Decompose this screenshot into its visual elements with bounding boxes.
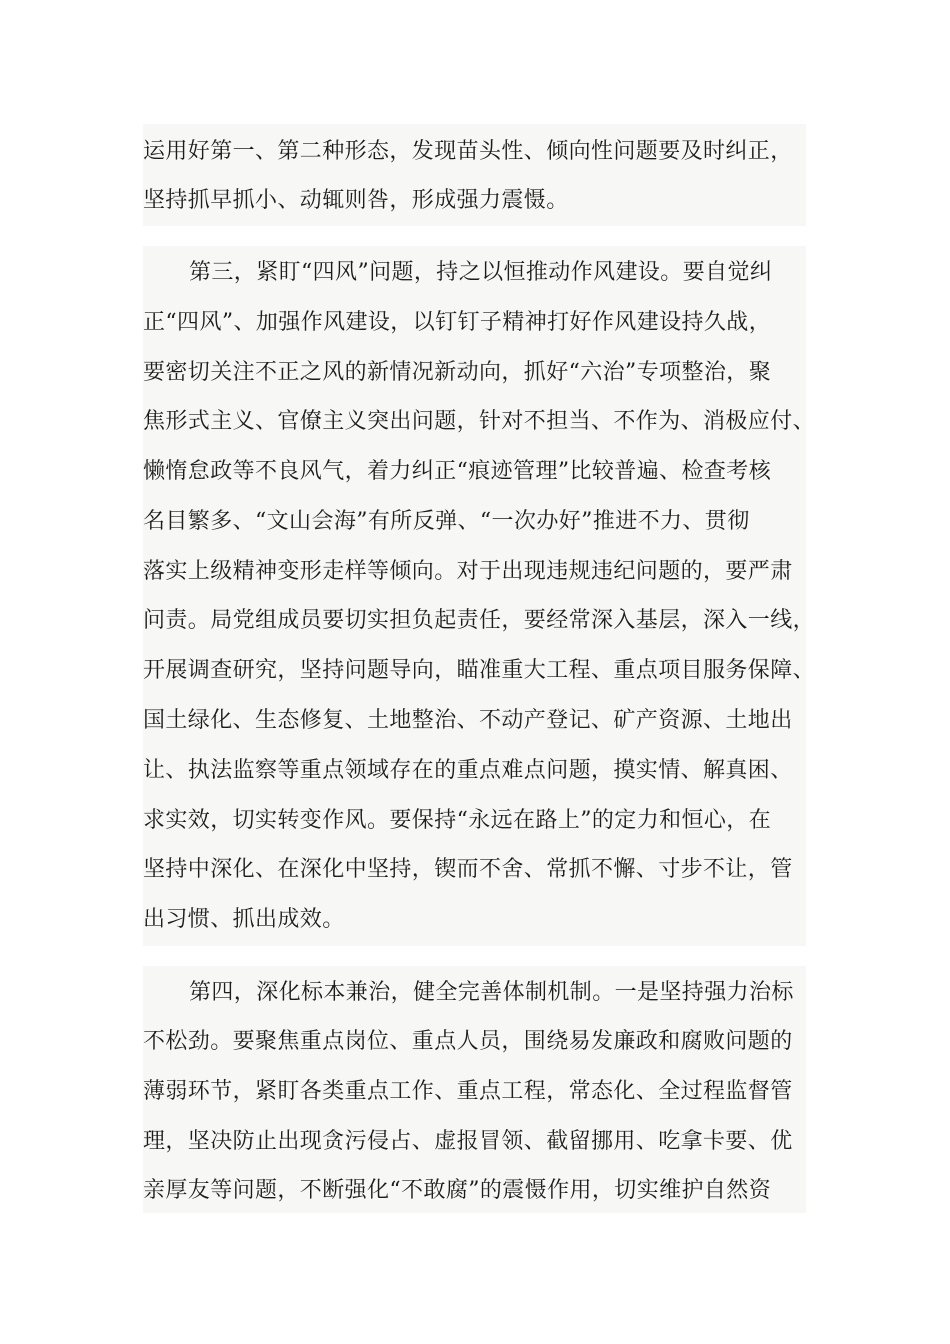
text-line: 出习惯、抓出成效。 — [143, 907, 345, 932]
text-line: 让、执法监察等重点领域存在的重点难点问题，摸实情、解真困、 — [143, 758, 793, 783]
text-line: 坚持中深化、在深化中坚持，锲而不舍、常抓不懈、寸步不让，管 — [143, 857, 793, 882]
text-line: 懒惰怠政等不良风气，着力纠正“痕迹管理”比较普遍、检查考核 — [143, 459, 772, 484]
text-line: 正“四风”、加强作风建设，以钉钉子精神打好作风建设持久战， — [143, 310, 772, 335]
text-line: 亲厚友等问题，不断强化“不敢腐”的震慑作用，切实维护自然资 — [143, 1178, 772, 1203]
text-line: 不松劲。要聚焦重点岗位、重点人员，围绕易发廉政和腐败问题的 — [143, 1029, 793, 1054]
text-line: 运用好第一、第二种形态，发现苗头性、倾向性问题要及时纠正， — [143, 139, 793, 164]
text-line: 理，坚决防止出现贪污侵占、虚报冒领、截留挪用、吃拿卡要、优 — [143, 1129, 793, 1154]
text-line: 开展调查研究，坚持问题导向，瞄准重大工程、重点项目服务保障、 — [143, 658, 816, 683]
text-line: 坚持抓早抓小、动辄则咎，形成强力震慑。 — [143, 188, 569, 213]
text-line: 名目繁多、“文山会海”有所反弹、“一次办好”推进不力、贯彻 — [143, 509, 750, 534]
text-line: 国土绿化、生态修复、土地整治、不动产登记、矿产资源、土地出 — [143, 708, 793, 733]
paragraph-continued — [143, 124, 806, 226]
text-line: 第三，紧盯“四风”问题，持之以恒推动作风建设。要自觉纠 — [189, 260, 773, 285]
paragraph-fourth — [143, 966, 806, 1213]
text-line: 焦形式主义、官僚主义突出问题，针对不担当、不作为、消极应付、 — [143, 409, 816, 434]
text-line: 求实效，切实转变作风。要保持“永远在路上”的定力和恒心，在 — [143, 808, 772, 833]
text-line: 问责。局党组成员要切实担负起责任，要经常深入基层，深入一线， — [143, 608, 816, 633]
text-line: 要密切关注不正之风的新情况新动向，抓好“六治”专项整治，聚 — [143, 360, 772, 385]
text-line: 落实上级精神变形走样等倾向。对于出现违规违纪问题的，要严肃 — [143, 559, 793, 584]
paragraph-third — [143, 246, 816, 946]
text-line: 薄弱环节，紧盯各类重点工作、重点工程，常态化、全过程监督管 — [143, 1079, 793, 1104]
text-line: 第四，深化标本兼治，健全完善体制机制。一是坚持强力治标 — [189, 980, 794, 1005]
